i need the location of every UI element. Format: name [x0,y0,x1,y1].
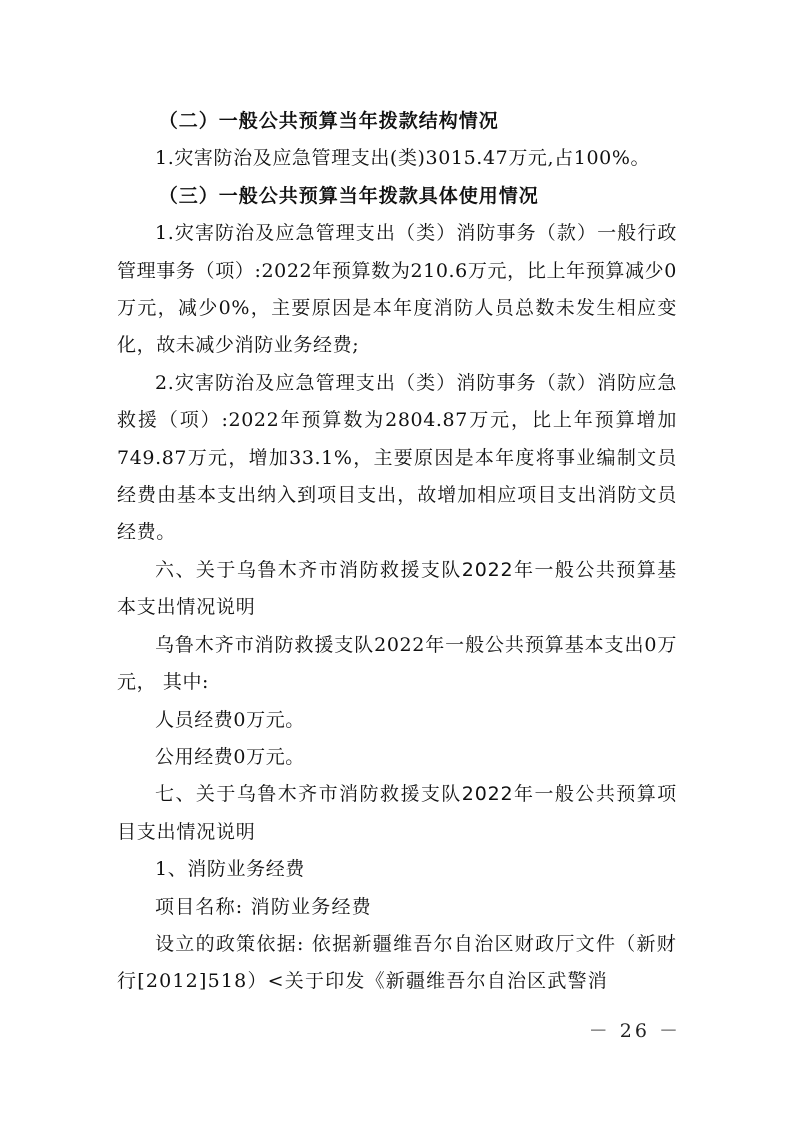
document-body [117,103,677,1001]
section-heading-project-expenditure: 七、关于乌鲁木齐市消防救援支队2022年一般公共预算项目支出情况说明 [117,783,677,843]
subheading-appropriation-usage: （三）一般公共预算当年拨款具体使用情况 [158,184,539,207]
paragraph-policy-basis: 设立的政策依据: 依据新疆维吾尔自治区财政厅文件（新财行[2012]518）<关于印发《新疆维吾尔自治区武警消 [117,932,677,993]
paragraph-emergency-rescue: 2.灾害防治及应急管理支出（类）消防事务（款）消防应急救援（项）:2022年预算数为2804.87万元，比上年预算增加749.87万元，增加33.1%，主要原因是本年度将事业编制文员经费由基本支出纳入到项目支出，故增加相应项目支出消防文员经费。 [117,371,677,544]
paragraph-disaster-prevention-total: 1.灾害防治及应急管理支出(类)3015.47万元,占100%。 [155,147,651,170]
section-heading-basic-expenditure: 六、关于乌鲁木齐市消防救援支队2022年一般公共预算基本支出情况说明 [117,558,677,619]
paragraph-basic-expenditure-total: 乌鲁木齐市消防救援支队2022年一般公共预算基本支出0万元， 其中: [117,633,677,694]
paragraph-public-expense: 公用经费0万元。 [155,745,305,768]
paragraph-project-name: 项目名称: 消防业务经费 [155,895,372,918]
paragraph-personnel-expense: 人员经费0万元。 [155,708,305,731]
page-footer [0,1016,793,1043]
subheading-appropriation-structure: （二）一般公共预算当年拨款结构情况 [158,110,499,132]
paragraph-general-admin-affairs: 1.灾害防治及应急管理支出（类）消防事务（款）一般行政管理事务（项）:2022年预算数为210.6万元，比上年预算减少0万元，减少0%，主要原因是本年度消防人员总数未发生相应变化，故未减少消防业务经费; [117,222,677,357]
page-number: － 26 － [588,1020,681,1042]
paragraph-item-fire-business-funds: 1、消防业务经费 [155,858,305,881]
